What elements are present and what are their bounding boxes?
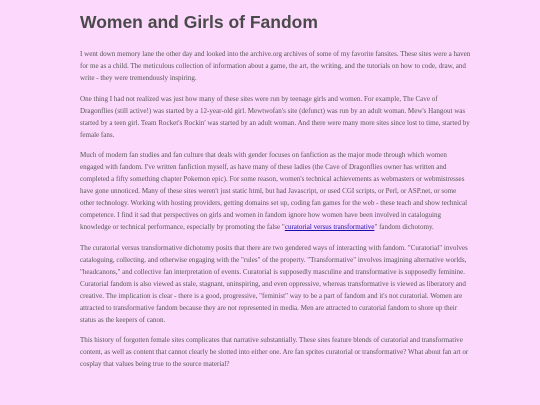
page-title: Women and Girls of Fandom: [80, 12, 318, 32]
paragraph-1: I went down memory lane the other day and looked into the archive.org archives of some of my favorite fansites. These sites were a haven for me as a child. The meticulous collection of information about a game, the art, the writing, and the tutorials on how to code, draw, and write - they were tremendously inspiring.: [80, 50, 471, 82]
paragraph-2: One thing I had not realized was just how many of these sites were run by teenage girls and women. For example, The Cave of Dragonflies (still active!) was started by a 12-year-old girl. Mewtwofan's site (defunct) was run by an adult woman. Mew's Hangout was started by a teen girl. Team Rocket's Rockin' was started by an adult woman. And there were many more sites since lost to time, started by female fans.: [80, 94, 470, 139]
paragraph-4: The curatorial versus transformative dichotomy posits that there are two gendered ways of interacting with fandom. "Curatorial" involves cataloguing, collecting, and otherwise engaging with the "rules" of the property. "Transformative" involves imagining alternative worlds, "headcanons," and collective fan interpretation of events. Curatorial is supposedly masculine and transformative is supposedly feminine. Curatorial fandom is also viewed as stale, stagnant, uninspiring, and even oppressive, whereas transformative is viewed as liberatory and creative. The implication is clear - there is a good, progressive, "feminist" way to be a part of fandom and it's not curatorial. Women are attracted to transformative fandom because they are not represented in media. Men are attracted to curatorial fandom to shore up their status as the keepers of canon.: [80, 243, 468, 324]
paragraph-3-text-after: " fandom dichotomy.: [374, 223, 434, 231]
curatorial-versus-transformative-link[interactable]: curatorial versus transformative: [284, 223, 375, 231]
paragraph-3-text-before: Much of modern fan studies and fan culture that deals with gender focuses on fanfiction as the major mode through which women engaged with fandom. I've written fanfiction myself, as have many of these ladies (the Cave of Dragonflies owner has written and completed a fifty something chapter Pokemon epic). For some reason, women's technical achievements as webmasters or webmistresses have gone unnoticed. Many of these sites weren't just static html, but had Javascript, or used CGI scripts, or Perl, or ASP.net, or some other technology. Working with hosting providers, getting domains set up, coding fan games for the web - these teach and show technical competence. I find it sad that perspectives on girls and women in fandom ignore how women have been involved in cataloguing knowledge or technical performance, especially by promoting the false ": [80, 151, 468, 231]
article: [80, 12, 472, 379]
paragraph-3: [80, 149, 472, 233]
paragraph-5: This history of forgotten female sites complicates that narrative substantially. These sites feature blends of curatorial and transformative content, as well as content that cannot clearly be slotted into either one. Are fan sprites curatorial or transformative? What about fan art or cosplay that values being true to the source material?: [80, 336, 469, 368]
